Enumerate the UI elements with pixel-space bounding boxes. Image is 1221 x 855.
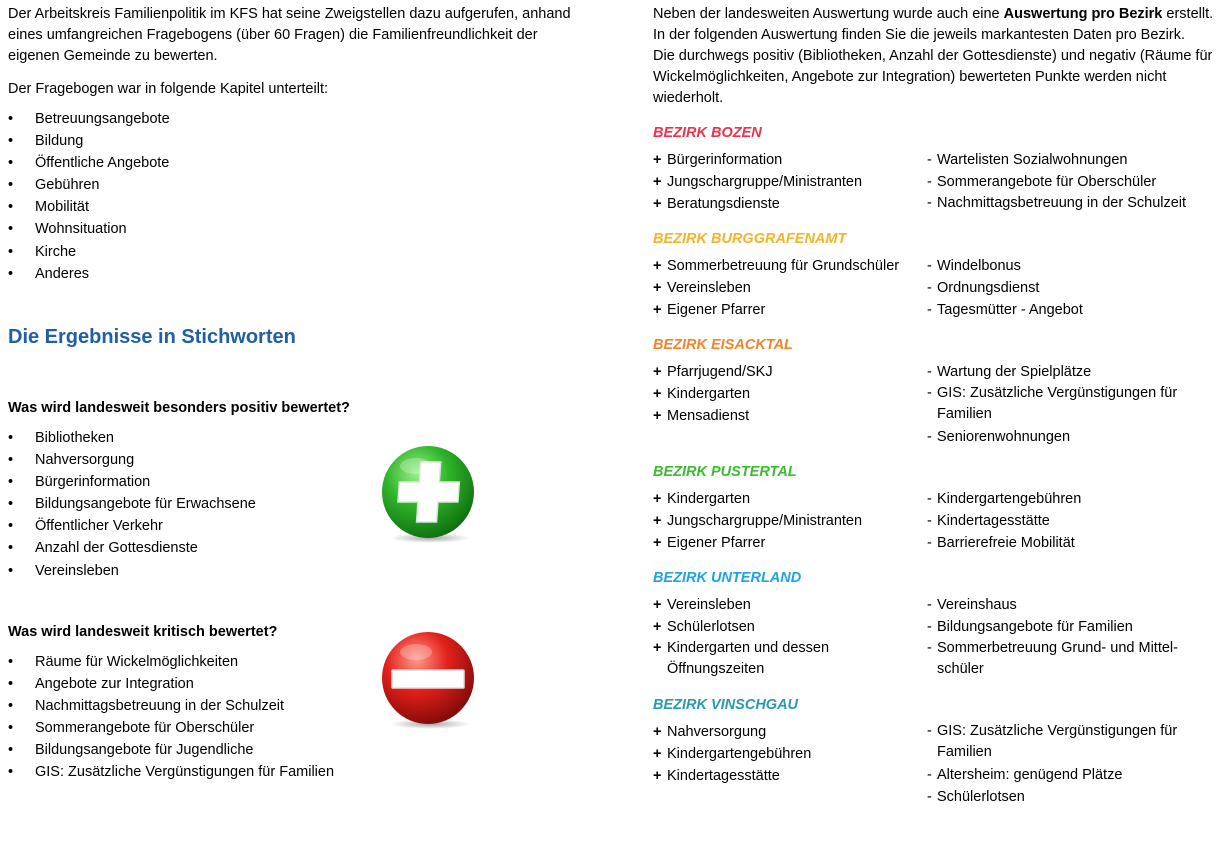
item-text: Beratungsdienste — [667, 196, 780, 212]
list-item — [927, 383, 1217, 425]
minus-sign: - — [927, 597, 932, 613]
minus-sign: - — [927, 767, 932, 783]
negative-column — [927, 594, 1217, 681]
list-item: • GIS: Zusätzliche Vergünstigungen für Familien — [8, 761, 568, 783]
plus-sign: + — [653, 280, 662, 296]
minus-sign: - — [927, 619, 932, 635]
plus-sign: + — [653, 724, 662, 740]
plus-sign: + — [653, 174, 662, 190]
list-item — [653, 255, 927, 277]
minus-sign: - — [927, 280, 932, 296]
positive-list — [8, 427, 568, 582]
district-grid — [653, 361, 1218, 448]
minus-sign: - — [927, 364, 932, 380]
district-heading: BEZIRK BURGGRAFENAMT — [653, 231, 847, 247]
list-item — [927, 594, 1217, 616]
district-list — [653, 123, 1218, 808]
item-text: Ordnungsdienst — [937, 280, 1040, 296]
list-item — [927, 764, 1217, 786]
list-item: • Angebote zur Integration — [8, 673, 568, 695]
list-item: • Vereinsleben — [8, 560, 568, 582]
item-text: Eigener Pfarrer — [667, 302, 766, 318]
chapter-list — [8, 108, 588, 285]
list-item — [927, 638, 1217, 680]
negative-title: Was wird landesweit kritisch bewertet? — [8, 624, 278, 640]
item-text: Nahversorgung — [667, 724, 767, 740]
plus-sign: + — [653, 640, 662, 656]
item-text: Nachmittagsbetreuung in der Schulzeit — [937, 195, 1187, 211]
minus-sign: - — [927, 640, 932, 656]
district-heading: BEZIRK PUSTERTAL — [653, 464, 797, 480]
positive-column — [653, 149, 927, 215]
minus-sign: - — [927, 195, 932, 211]
list-item — [653, 193, 927, 215]
list-item — [653, 616, 927, 638]
item-text: Vereinsleben — [667, 280, 751, 296]
list-item — [653, 405, 927, 427]
district-grid — [653, 488, 1218, 554]
plus-sign: + — [653, 619, 662, 635]
list-item — [653, 383, 927, 405]
negative-list — [8, 651, 568, 784]
intro-text: erstellt. In der folgenden Auswertung finden Sie die jeweils markantesten Daten pro Bezirk. — [653, 6, 1214, 43]
item-text: Altersheim: genügend Plätze — [937, 767, 1123, 783]
district-grid — [653, 149, 1218, 215]
minus-sign: - — [927, 723, 932, 739]
list-item — [653, 171, 927, 193]
item-text: Tagesmütter - Angebot — [937, 302, 1083, 318]
minus-sign: - — [927, 535, 932, 551]
list-item — [653, 638, 927, 680]
item-text: Bürgerinformation — [667, 152, 783, 168]
district-block — [653, 695, 1218, 808]
negative-column — [927, 255, 1217, 321]
district-block — [653, 335, 1218, 448]
list-item: • Bürgerinformation — [8, 471, 568, 493]
district-block — [653, 229, 1218, 321]
plus-sign: + — [653, 386, 662, 402]
item-text: Sommerbetreuung für Grundschüler — [667, 258, 900, 274]
list-item — [653, 299, 927, 321]
plus-sign: + — [653, 597, 662, 613]
list-item — [927, 426, 1217, 448]
list-item: • Gebühren — [8, 174, 588, 196]
list-item: • Anzahl der Gottesdienste — [8, 537, 568, 559]
left-column — [8, 4, 588, 285]
item-text: Sommerangebote für Oberschüler — [937, 174, 1157, 190]
positive-column — [653, 255, 927, 321]
list-item: • Wohnsituation — [8, 218, 588, 240]
plus-sign: + — [653, 513, 662, 529]
list-item — [653, 277, 927, 299]
minus-sign: - — [927, 152, 932, 168]
results-heading: Die Ergebnisse in Stichworten — [8, 326, 296, 348]
list-item — [653, 510, 927, 532]
item-text: Vereinshaus — [937, 597, 1017, 613]
list-item — [927, 786, 1217, 808]
list-item: • Öffentlicher Verkehr — [8, 515, 568, 537]
item-text: Eigener Pfarrer — [667, 535, 766, 551]
list-item — [653, 594, 927, 616]
minus-sign: - — [927, 174, 932, 190]
item-text: Sommerbetreuung Grund- und Mittelschüler — [937, 640, 1178, 677]
intro-bold-text: Auswertung pro Bezirk — [1003, 6, 1163, 22]
list-item — [927, 255, 1217, 277]
district-heading: BEZIRK VINSCHGAU — [653, 697, 799, 713]
list-item: • Räume für Wickelmöglichkeiten — [8, 651, 568, 673]
district-grid — [653, 721, 1218, 808]
list-item: • Anderes — [8, 263, 588, 285]
list-item — [927, 532, 1217, 554]
right-column — [653, 4, 1218, 808]
negative-section — [8, 622, 568, 784]
item-text: Vereinsleben — [667, 597, 751, 613]
district-heading: BEZIRK EISACKTAL — [653, 337, 793, 353]
plus-sign: + — [653, 408, 662, 424]
district-grid — [653, 594, 1218, 681]
list-item — [653, 149, 927, 171]
positive-section — [8, 398, 568, 582]
district-block — [653, 462, 1218, 554]
minus-sign: - — [927, 258, 932, 274]
positive-column — [653, 594, 927, 681]
item-text: Jungschargruppe/Ministranten — [667, 174, 863, 190]
item-text: Windelbonus — [937, 258, 1021, 274]
list-item — [653, 361, 927, 383]
minus-sign: - — [927, 385, 932, 401]
minus-sign: - — [927, 789, 932, 805]
minus-sign: - — [927, 513, 932, 529]
intro-paragraph: Der Arbeitskreis Familienpolitik im KFS hat seine Zweigstellen dazu aufgerufen, anhand eines umfangreichen Fragebogens (über 60 Fragen) die Familienfreundlichkeit der eigenen Gemeinde zu bewerten. — [8, 6, 571, 64]
positive-column — [653, 488, 927, 554]
list-item — [927, 193, 1217, 214]
list-item — [653, 765, 927, 787]
item-text: Seniorenwohnungen — [937, 429, 1071, 445]
list-item: • Betreuungsangebote — [8, 108, 588, 130]
item-text: Pfarrjugend/SKJ — [667, 364, 773, 380]
list-item: • Mobilität — [8, 196, 588, 218]
intro-text: Neben der landesweiten Auswertung wurde auch eine — [653, 6, 1004, 22]
list-item — [927, 721, 1217, 763]
item-text: Kindertagesstätte — [667, 768, 780, 784]
item-text: Kindergarten — [667, 491, 751, 507]
list-item — [927, 299, 1217, 321]
plus-ball-icon — [380, 444, 476, 544]
list-item: • Bildung — [8, 130, 588, 152]
plus-sign: + — [653, 258, 662, 274]
plus-sign: + — [653, 768, 662, 784]
list-item — [927, 149, 1217, 171]
district-note: Die durchwegs positiv (Bibliotheken, Anzahl der Gottesdienste) und negativ (Räume für Wickelmöglichkeiten, Angebote zur Integration) bewerteten Punkte werden nicht wiederholt. — [653, 48, 1213, 106]
list-item: • Bildungsangebote für Erwachsene — [8, 493, 568, 515]
item-text: Schülerlotsen — [937, 789, 1025, 805]
plus-sign: + — [653, 152, 662, 168]
plus-sign: + — [653, 491, 662, 507]
item-text: Kindergarten und dessen Öffnungszeiten — [667, 640, 830, 677]
item-text: Barrierefreie Mobilität — [937, 535, 1075, 551]
item-text: Wartung der Spielplätze — [937, 364, 1092, 380]
minus-sign: - — [927, 429, 932, 445]
item-text: Mensadienst — [667, 408, 750, 424]
list-item: • Bibliotheken — [8, 427, 568, 449]
list-item — [653, 532, 927, 554]
item-text: GIS: Zusätzliche Vergünstigungen für Familien — [937, 385, 1178, 422]
item-text: Kindergarten — [667, 386, 751, 402]
district-grid — [653, 255, 1218, 321]
item-text: Jungschargruppe/Ministranten — [667, 513, 863, 529]
district-block — [653, 568, 1218, 681]
minus-sign: - — [927, 302, 932, 318]
negative-column — [927, 361, 1217, 448]
list-item — [927, 616, 1217, 638]
list-item: • Sommerangebote für Oberschüler — [8, 717, 568, 739]
item-text: Kindertagesstätte — [937, 513, 1050, 529]
list-item — [927, 277, 1217, 299]
list-item — [927, 488, 1217, 510]
plus-sign: + — [653, 746, 662, 762]
item-text: Kindergartengebühren — [937, 491, 1082, 507]
item-text: Bildungsangebote für Familien — [937, 619, 1133, 635]
list-item: • Nahversorgung — [8, 449, 568, 471]
item-text: GIS: Zusätzliche Vergünstigungen für Familien — [937, 723, 1178, 760]
list-item — [927, 361, 1217, 383]
item-text: Wartelisten Sozialwohnungen — [937, 152, 1128, 168]
list-item — [653, 721, 927, 743]
plus-sign: + — [653, 364, 662, 380]
plus-sign: + — [653, 302, 662, 318]
positive-column — [653, 361, 927, 448]
list-item — [927, 171, 1217, 193]
list-item: • Nachmittagsbetreuung in der Schulzeit — [8, 695, 568, 717]
negative-column — [927, 488, 1217, 554]
district-intro — [653, 4, 1218, 46]
positive-title: Was wird landesweit besonders positiv bewertet? — [8, 400, 350, 416]
negative-column — [927, 149, 1217, 215]
positive-column — [653, 721, 927, 808]
list-item — [927, 510, 1217, 532]
list-item — [653, 743, 927, 765]
list-item — [653, 488, 927, 510]
district-heading: BEZIRK UNTERLAND — [653, 570, 802, 586]
plus-sign: + — [653, 535, 662, 551]
list-item: • Bildungsangebote für Jugendliche — [8, 739, 568, 761]
district-heading: BEZIRK BOZEN — [653, 125, 762, 141]
district-block — [653, 123, 1218, 215]
item-text: Kindergartengebühren — [667, 746, 812, 762]
item-text: Schülerlotsen — [667, 619, 755, 635]
negative-column — [927, 721, 1217, 808]
minus-sign: - — [927, 491, 932, 507]
plus-sign: + — [653, 196, 662, 212]
chapters-intro: Der Fragebogen war in folgende Kapitel unterteilt: — [8, 81, 328, 97]
minus-ball-icon — [380, 630, 476, 730]
list-item: • Öffentliche Angebote — [8, 152, 588, 174]
list-item: • Kirche — [8, 241, 588, 263]
